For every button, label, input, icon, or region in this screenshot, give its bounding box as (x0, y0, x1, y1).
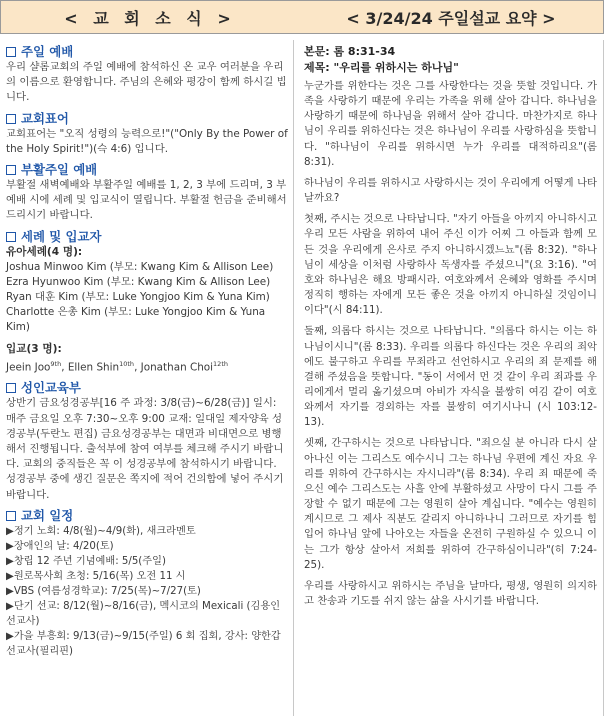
schedule-item: ▶장애인의 날: 4/20(토) (6, 540, 114, 552)
infant-baptism-label: 유아세례(4 명): (6, 245, 83, 258)
sunday-worship-text: 우리 샬롬교회의 주일 예배에 참석하신 온 교우 여러분을 우리의 이름으로 환영합니다. 주님의 은혜와 평강이 함께 하시길 빕니다. (6, 61, 287, 104)
grade-sup: 12th (213, 359, 228, 368)
grade-sup: 9th (50, 359, 62, 368)
section-sunday-worship (6, 44, 289, 60)
church-news-title: < 교 회 소 식 > (64, 8, 236, 28)
infant-name: Charlotte 은총 Kim (부모: Luke Yongjoo Kim & Yuna Kim) (6, 306, 266, 334)
infant-name: Ryan 대훈 Kim (부모: Luke Yongjoo Kim & Yuna Kim) (6, 291, 270, 304)
motto-text: 교회표어는 "오직 성령의 능력으로!"("Only By the Power of the Holy Spirit!")(슥 4:6) 입니다. (6, 127, 288, 155)
square-bullet-icon (6, 232, 16, 242)
section-title: 교회 일정 (21, 507, 74, 523)
schedule-item: ▶가을 부흥회: 9/13(금)~9/15(주일) 6 회 집회, 강사: 양한갑 선교사(필리핀) (6, 630, 281, 657)
adult-education-text: 상반기 금요성경공부[16 주 과정: 3/8(금)~6/28(금)] 일시: 매주 금요일 오후 7:30~오후 9:00 교재: 일대일 제자양육 성경공부(두란노 편집) 금요성경공부는 대면과 비대면으로 병행해서 진행됩니다. 출석부에 참여 여부를 체크해 주시기 바랍니다. 교회의 중직들은 꼭 이 성경공부에 참석하시기 바랍니다. 성경공부 중에 생긴 질문은 쪽지에 적어 건의함에 넣어 주시기 바랍니다. (6, 397, 284, 501)
square-bullet-icon (6, 511, 16, 521)
easter-text: 부활절 새벽예배와 부활주일 예배를 1, 2, 3 부에 드리며, 3 부 예배 시에 세례 및 입교식이 열립니다. 부활절 헌금을 준비해서 드리시기 바랍니다. (6, 179, 287, 222)
sermon-paragraph: 둘째, 의롭다 하시는 것으로 나타납니다. "의롭다 하시는 이는 하나님이시니"(롬 8:33). 우리를 의롭다 하신다는 것은 우리의 죄악에도 불구하고 우리를 무죄라고 선언하시고 우리의 죄 문제를 해결해 주셨음을 뜻합니다. "동이 서에서 먼 것 같이 우리 죄과를 우리에게서 멀리 옮기셨으며 아비가 자식을 불쌍히 여김 같이 여호와께서 자기를 경외하는 자를 불쌍히 여기시나니 (시 103:12-13). (304, 325, 597, 429)
schedule-item: ▶창립 12 주년 기념예배: 5/5(주일) (6, 555, 166, 567)
section-easter (6, 162, 289, 178)
sermon-paragraph: 첫째, 주시는 것으로 나타납니다. "자기 아들을 아끼지 아니하시고 우리 모든 사람을 위하여 내어 주신 이가 어찌 그 아들과 함께 모든 것을 우리에게 은사로 주지 아니하시겠느뇨"(롬 8:32). "하나님이 세상을 이처럼 사랑하사 독생자를 주셨으니"(요 3:16). "여호와 하나님은 해요 방패시라. 여호와께서 은혜와 영화를 주시며 정직히 행하는 자에게 모든 좋은 것을 아끼지 아니하실 것임이니이다"(시 84:11). (304, 213, 597, 317)
header-bar (0, 0, 604, 34)
sermon-summary-title: < 3/24/24 주일설교 요약 > (346, 8, 556, 28)
schedule-item: ▶VBS (여름성경학교): 7/25(목)~7/27(토) (6, 585, 201, 597)
section-church-schedule (6, 508, 289, 524)
section-title: 성인교육부 (21, 380, 81, 396)
confirmation-name: Jeein Joo (6, 361, 51, 374)
sermon-title: 제목: "우리를 위하시는 하나님" (304, 60, 459, 74)
section-baptism (6, 229, 289, 245)
square-bullet-icon (6, 47, 16, 57)
confirmation-label: 입교(3 명): (6, 342, 62, 355)
schedule-item: ▶원로목사회 초청: 5/16(목) 오전 11 시 (6, 570, 186, 582)
section-adult-education (6, 380, 289, 396)
confirmation-names: Jeein Joo$^{9th}$, Ellen Shin$^{10th}$, Jonathan Choi$^{12th}$ (6, 359, 228, 374)
confirmation-name: Jonathan Choi (140, 361, 214, 374)
sermon-summary-column (296, 40, 604, 716)
section-motto (6, 111, 289, 127)
square-bullet-icon (6, 383, 16, 393)
confirmation-name: Ellen Shin (67, 361, 120, 374)
section-title: 세례 및 입교자 (21, 228, 102, 244)
section-title: 주일 예배 (21, 44, 74, 59)
schedule-item: ▶단기 선교: 8/12(월)~8/16(금), 멕시코의 Mexicali (김용인 선교사) (6, 600, 281, 627)
section-title: 부활주일 예배 (21, 162, 98, 178)
infant-name: Joshua Minwoo Kim (부모: Kwang Kim & Allison Lee) (6, 260, 274, 273)
square-bullet-icon (6, 165, 16, 175)
section-title: 교회표어 (21, 110, 69, 126)
sermon-paragraph: 누군가를 위한다는 것은 그를 사랑한다는 것을 뜻할 것입니다. 가족을 사랑하기 때문에 우리는 가족을 위해 살아 갑니다. 하나님을 사랑하기 때문에 하나님을 위해서 살아 갑니다. 마찬가지로 하나님이 우리를 위하신다는 것은 하나님이 우리를 사랑하심을 뜻합니다. "하나님이 우리를 위하시면 누가 우리를 대적하리요"(롬 8:31). (304, 80, 597, 168)
sermon-passage: 본문: 롬 8:31-34 (304, 45, 396, 58)
church-news-column (0, 40, 294, 716)
sermon-paragraph: 우리를 사랑하시고 위하시는 주님을 날마다, 평생, 영원히 의지하고 찬송과 기도를 쉬지 않는 삶을 사시기를 바랍니다. (304, 579, 597, 607)
sermon-paragraph: 하나님이 우리를 위하시고 사랑하시는 것이 우리에게 어떻게 나타날까요? (304, 176, 597, 205)
grade-sup: 10th (119, 359, 135, 368)
schedule-item: ▶정기 노회: 4/8(월)~4/9(화), 새크라멘토 (6, 525, 196, 537)
infant-name: Ezra Hyunwoo Kim (부모: Kwang Kim & Allison Lee) (6, 275, 271, 288)
sermon-paragraph: 셋째, 간구하시는 것으로 나타납니다. "죄으실 분 아니라 다시 살아나신 이는 그리스도 예수시니 그는 하나님 우편에 계신 자요 우리를 위하여 간구하시는 자시니라"(롬 8:34). 우리 죄 때문에 죽으신 예수 그리스도는 사흘 안에 부활하셨고 사망이 다시 그를 주장할 수 없기 때문에 그는 영원히 살아 계십니다. "예수는 영원히 계시므로 그 제사 직분도 갈리지 아니하나니 그러므로 자기를 힘입어 하나님 앞에 나아오는 자들을 온전히 구원하실 수 있으니 이는 그가 항상 살아서 저희를 위하여 간구하심이니라"(히 7:24-25). (304, 437, 597, 571)
square-bullet-icon (6, 114, 16, 124)
